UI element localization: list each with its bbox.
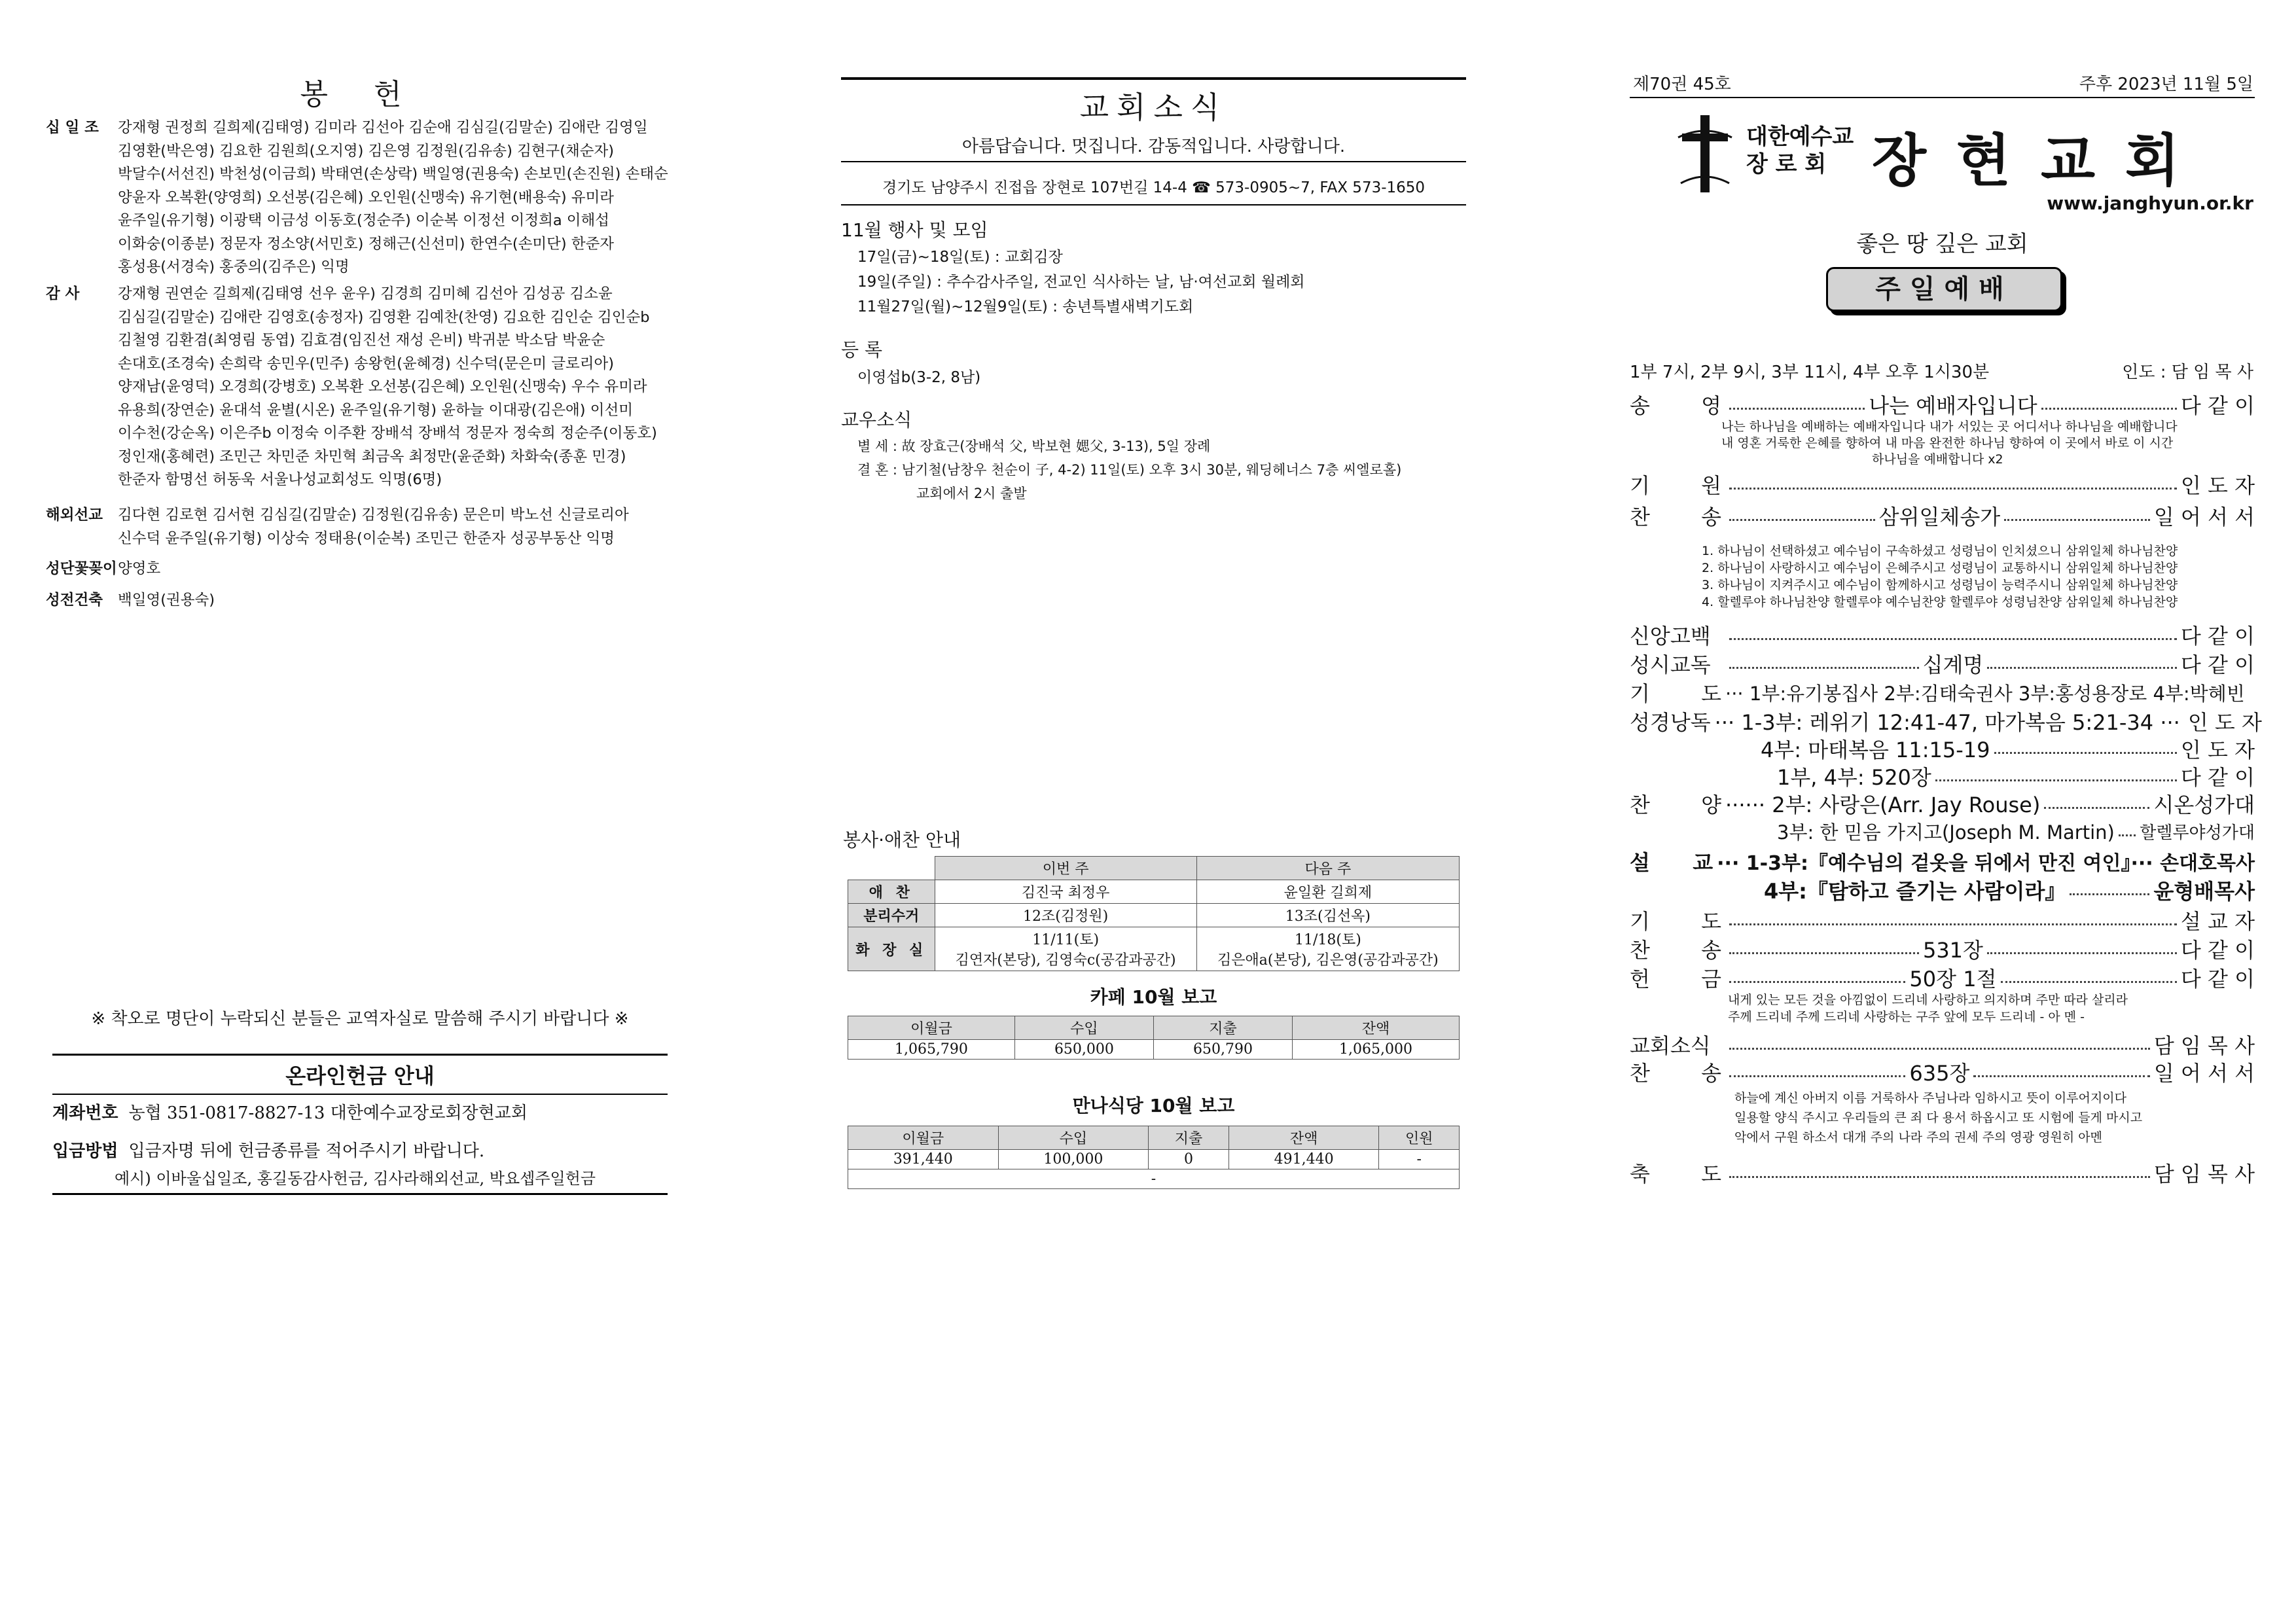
lyrics-line: 주께 드리네 주께 드리네 사랑하는 구주 앞에 모두 드리네 - 아 멘 - — [1728, 1010, 2085, 1024]
names-line: 손대호(조경숙) 손희락 송민우(민주) 송왕헌(윤혜경) 신수덕(문은미 글로리아) — [118, 355, 615, 372]
order-row — [1630, 708, 2262, 735]
lyrics-line: 4. 할렐루야 하나님찬양 할렐루야 예수님찬양 할렐루야 성령님찬양 삼위일체 하나님찬양 — [1702, 595, 2178, 609]
names-line: 한준자 함명선 허동욱 서울나성교회성도 익명(6명) — [118, 471, 442, 488]
names-list — [118, 589, 681, 613]
cell: 100,000 — [998, 1150, 1149, 1169]
names-line: 김다현 김로현 김서현 김심길(김말순) 김정원(김유송) 문은미 박노선 신글로리아 — [118, 507, 629, 524]
cell: 650,790 — [1153, 1040, 1292, 1060]
cell — [1196, 927, 1459, 971]
service-title-badge: 주일예배 — [1826, 267, 2062, 312]
denomination-line: 장 로 회 — [1746, 151, 1827, 177]
names-line: 강재형 권연순 길희제(김태영 선우 윤우) 김경희 김미혜 김선아 김성공 김소윤 — [118, 285, 613, 302]
order-item: ······ 2부: 사랑은(Arr. Jay Rouse) — [1725, 793, 2041, 817]
cross-icon — [1676, 111, 1734, 196]
order-row — [1630, 471, 2255, 497]
order-row — [1777, 818, 2255, 844]
col-header: 인원 — [1379, 1126, 1460, 1150]
cafe-report-title: 카페 10월 보고 — [1090, 986, 1217, 1008]
order-leader: 다 같 이 — [2180, 967, 2255, 991]
event-item: 17일(금)~18일(토) : 교회김장 — [857, 249, 1063, 266]
order-item: ··· 1-3부: 레위기 12:41-47, 마가복음 5:21-34 ··· — [1714, 710, 2180, 735]
names-line: 유용희(장연순) 윤대석 윤별(시온) 윤주일(유기형) 윤하늘 이대광(김은애) 이선미 — [118, 401, 633, 419]
account-line — [52, 1101, 668, 1125]
col-header: 수입 — [998, 1126, 1149, 1150]
names-line: 양영호 — [118, 560, 161, 577]
order-row — [1630, 907, 2255, 933]
order-label: 헌 금 — [1630, 967, 1721, 991]
order-leader: 담 임 목 사 — [2153, 1162, 2255, 1186]
col-header: 수입 — [1014, 1016, 1153, 1040]
cafe-table — [848, 1016, 1460, 1060]
church-motto: 좋은 땅 깊은 교회 — [1856, 231, 2028, 257]
order-row — [1777, 763, 2255, 789]
news-separator — [841, 204, 1466, 205]
cell-date: 11/18(토) — [1294, 932, 1361, 948]
order-item: ··· 1부:유기봉집사 2부:김태숙권사 3부:홍성용장로 4부:박혜빈 — [1725, 682, 2245, 705]
service-leader: 인도 : 담 임 목 사 — [2122, 363, 2253, 382]
dot-leader — [1729, 923, 2177, 925]
online-box-bottom-rule — [52, 1193, 668, 1195]
lyrics-line: 악에서 구원 하소서 대개 주의 나라 주의 권세 주의 영광 영원히 아멘 — [1734, 1130, 2102, 1145]
dot-leader — [1973, 1075, 2149, 1077]
lyrics-line: 하늘에 계신 아버지 이름 거룩하사 주님나라 임하시고 뜻이 이루어지이다 — [1734, 1091, 2126, 1105]
col-header: 지출 — [1153, 1016, 1292, 1040]
lyrics-line: 하나님을 예배합니다 x2 — [1872, 452, 2003, 467]
order-leader: 인 도 자 — [2180, 738, 2255, 762]
order-label: 설 교 — [1630, 850, 1713, 875]
order-leader: 인 도 자 — [2180, 473, 2255, 498]
row-label: 화 장 실 — [848, 927, 935, 971]
names-line: 김철영 김환겸(최영림 동엽) 김효겸(임진선 재성 은비) 박귀분 박소담 박윤순 — [118, 332, 605, 349]
cell: 391,440 — [848, 1150, 999, 1169]
dot-leader — [1729, 488, 2177, 490]
register-heading: 등 록 — [841, 339, 882, 361]
order-item: 삼위일체송가 — [1878, 505, 2001, 529]
order-label: 송 영 — [1630, 393, 1721, 418]
order-row — [1630, 791, 2255, 817]
cell: 윤일환 길희제 — [1196, 880, 1459, 904]
order-row — [1630, 1059, 2255, 1085]
names-line: 박달수(서선진) 박천성(이금희) 박태연(손상락) 백일영(권용숙) 손보민(손진원) 손태순 — [118, 166, 668, 183]
order-row — [1630, 391, 2255, 418]
dot-leader — [2001, 981, 2177, 983]
dot-leader — [2119, 834, 2136, 836]
cell-names: 김연자(본당), 김영숙c(공감과공간) — [955, 952, 1176, 969]
row-label: 애 찬 — [848, 880, 935, 904]
order-item: 3부: 한 믿음 가지고(Joseph M. Martin) — [1777, 821, 2115, 844]
names-line: 백일영(권용숙) — [118, 592, 215, 609]
church-address: 경기도 남양주시 진접읍 장현로 107번길 14-4 ☎ 573-0905~7, FAX 573-1650 — [882, 179, 1426, 196]
restaurant-table — [848, 1126, 1460, 1189]
offering-title: 봉 헌 — [300, 78, 420, 111]
lyrics-line: 2. 하나님이 사랑하시고 예수님이 은혜주시고 성령님이 교통하시니 삼위일체 하나님찬양 — [1702, 561, 2178, 575]
dot-leader — [1729, 1075, 1905, 1077]
order-item: 635장 — [1909, 1061, 1970, 1086]
order-row — [1761, 736, 2255, 762]
names-line: 강재형 권정희 길희제(김태영) 김미라 김선아 김순애 김심길(김말순) 김애란 김영일 — [118, 119, 648, 136]
order-row — [1764, 877, 2255, 903]
dot-leader — [2004, 519, 2150, 521]
section-label: 감 사 — [46, 285, 80, 302]
sermon-title: 4부:『탐하고 즐기는 사람이라』 — [1764, 879, 2066, 904]
cell-date: 11/11(토) — [1032, 932, 1100, 948]
sermon-title: ··· 1-3부:『예수님의 겉옷을 뒤에서 만진 여인』··· 손대호목사 — [1717, 852, 2255, 875]
volume-number: 제70권 45호 — [1633, 75, 1731, 94]
order-label: 기 도 — [1630, 681, 1721, 706]
lyrics-line: 내게 있는 모든 것을 아낌없이 드리네 사랑하고 의지하며 주만 따라 살리라 — [1728, 993, 2128, 1007]
names-list — [118, 558, 681, 581]
order-label: 성시교독 — [1630, 652, 1711, 677]
order-row — [1630, 1160, 2255, 1186]
news-title: 교회소식 — [1079, 90, 1228, 125]
names-line: 홍성용(서경숙) 홍중의(김주은) 익명 — [118, 259, 350, 276]
register-item: 이영섭b(3-2, 8남) — [857, 369, 981, 386]
header-rule — [1630, 97, 2255, 98]
method-value: 입금자명 뒤에 헌금종류를 적어주시기 바랍니다. — [128, 1141, 485, 1161]
dot-leader — [2044, 807, 2149, 809]
lyrics-line: 내 영혼 거룩한 은혜를 향하여 내 마음 완전한 하나님 향하여 이 곳에서 바로 이 시간 — [1721, 436, 2174, 450]
order-leader: 할렐루야성가대 — [2140, 823, 2255, 843]
service-heading: 봉사·애찬 안내 — [843, 829, 961, 851]
order-row — [1630, 965, 2255, 991]
church-url: www.janghyun.or.kr — [2047, 192, 2253, 214]
col-header: 잔액 — [1229, 1126, 1379, 1150]
dot-leader — [1987, 952, 2177, 954]
order-leader: 다 같 이 — [2180, 393, 2255, 418]
restaurant-report-title: 만나식당 10월 보고 — [1072, 1095, 1235, 1116]
member-news-item: 교회에서 2시 출발 — [916, 486, 1027, 501]
cell: 1,065,790 — [848, 1040, 1015, 1060]
dot-leader — [1935, 779, 2177, 781]
order-leader: 일 어 서 서 — [2153, 505, 2255, 529]
order-label: 기 원 — [1630, 473, 1721, 498]
dot-leader — [1729, 1176, 2150, 1178]
service-times: 1부 7시, 2부 9시, 3부 11시, 4부 오후 1시30분 — [1630, 363, 1990, 382]
church-logo — [1676, 111, 2251, 196]
account-value: 농협 351-0817-8827-13 대한예수교장로회장현교회 — [128, 1103, 528, 1123]
cell: 491,440 — [1229, 1150, 1379, 1169]
order-item: 4부: 마태복음 11:15-19 — [1761, 738, 1990, 762]
member-news-item: 결 혼 : 남기철(남창우 천순이 子, 4-2) 11일(토) 오후 3시 30분, 웨딩헤너스 7층 씨엘로홀) — [857, 462, 1402, 478]
order-label: 기 도 — [1630, 909, 1721, 934]
order-row — [1630, 1031, 2255, 1058]
names-list — [118, 116, 681, 279]
order-leader: 설 교 자 — [2180, 909, 2255, 934]
event-item: 11월27일(월)~12월9일(토) : 송년특별새벽기도회 — [857, 298, 1194, 315]
dot-leader — [1987, 667, 2177, 669]
section-label: 십 일 조 — [46, 119, 99, 136]
cell: - — [1379, 1150, 1460, 1169]
col-next-week: 다음 주 — [1196, 857, 1459, 880]
cell: 13조(김선옥) — [1196, 904, 1459, 927]
cell: 1,065,000 — [1293, 1040, 1460, 1060]
order-item: 십계명 — [1922, 652, 1984, 677]
order-row — [1630, 503, 2255, 529]
order-leader: 다 같 이 — [2180, 624, 2255, 649]
row-label: 분리수거 — [848, 904, 935, 927]
order-label: 교회소식 — [1630, 1033, 1711, 1058]
order-item: 나는 예배자입니다 — [1869, 393, 2037, 418]
lyrics-line: 나는 하나님을 예배하는 예배자입니다 내가 서있는 곳 어디서나 하나님을 예배합니다 — [1721, 419, 2178, 434]
cell-names: 김은애a(본당), 김은영(공감과공간) — [1217, 952, 1439, 969]
names-line: 김심길(김말순) 김애란 김영호(송정자) 김영환 김예찬(찬영) 김요한 김인순 김인순b — [118, 308, 650, 326]
order-label: 찬 양 — [1630, 793, 1721, 817]
denomination-line: 대한예수교 — [1746, 124, 1854, 150]
names-line: 정인재(홍혜련) 조민근 차민준 차민혁 최금옥 최정만(윤준화) 차화숙(종훈 민경) — [118, 448, 626, 465]
cell: - — [848, 1169, 1460, 1189]
col-header: 지출 — [1149, 1126, 1229, 1150]
church-name: 장 현 교 회 — [1872, 128, 2185, 194]
dot-leader — [1729, 519, 1875, 521]
order-item: 50장 1절 — [1909, 967, 1997, 991]
member-news-item: 별 세 : 故 장효근(장배석 父, 박보현 媤父, 3-13), 5일 장례 — [857, 438, 1211, 454]
order-item: 531장 — [1922, 938, 1983, 963]
order-leader: 다 같 이 — [2180, 652, 2255, 677]
names-list — [118, 504, 681, 550]
order-row — [1630, 622, 2255, 648]
events-heading: 11월 행사 및 모임 — [841, 219, 988, 241]
lyrics-line: 일용할 양식 주시고 우리들의 큰 죄 다 용서 하옵시고 또 시험에 들게 마시고 — [1734, 1111, 2143, 1125]
order-label: 찬 송 — [1630, 505, 1721, 529]
lyrics-line: 1. 하나님이 선택하셨고 예수님이 구속하셨고 성령님이 인치셨으니 삼위일체 하나님찬양 — [1702, 544, 2178, 558]
method-label: 입금방법 — [52, 1141, 118, 1161]
cell: 12조(김정원) — [935, 904, 1196, 927]
method-example: 예시) 이바울십일조, 홍길동감사헌금, 김사라해외선교, 박요셉주일헌금 — [115, 1169, 596, 1188]
names-line: 양윤자 오복환(양영희) 오선봉(김은혜) 오인원(신맹숙) 유기현(배용숙) 유미라 — [118, 188, 615, 206]
names-line: 양재남(윤영덕) 오경희(강병호) 오복환 오선봉(김은혜) 오인원(신맹숙) 우수 유미라 — [118, 378, 647, 395]
order-leader: 담 임 목 사 — [2153, 1033, 2255, 1058]
omission-note: ※ 착오로 명단이 누락되신 분들은 교역자실로 말씀해 주시기 바랍니다 ※ — [91, 1009, 629, 1029]
order-label: 축 도 — [1630, 1162, 1721, 1186]
cell: 김진국 최정우 — [935, 880, 1196, 904]
event-item: 19일(주일) : 추수감사주일, 전교인 식사하는 날, 남·여선교회 월례회 — [857, 274, 1305, 291]
col-this-week: 이번 주 — [935, 857, 1196, 880]
order-label: 신앙고백 — [1630, 624, 1711, 649]
cell — [935, 927, 1196, 971]
bulletin-date: 주후 2023년 11월 5일 — [2079, 75, 2253, 94]
names-list — [118, 283, 681, 492]
dot-leader — [1729, 1048, 2150, 1050]
dot-leader — [2070, 893, 2149, 895]
col-header: 잔액 — [1293, 1016, 1460, 1040]
order-label: 성경낭독 — [1630, 710, 1711, 735]
dot-leader — [1729, 638, 2177, 640]
col-header: 이월금 — [848, 1016, 1015, 1040]
names-line: 김영환(박은영) 김요한 김원희(오지영) 김은영 김정원(김유송) 김현구(채순자) — [118, 142, 615, 160]
order-row — [1630, 848, 2255, 874]
method-line — [52, 1139, 668, 1163]
section-label: 성단꽃꽂이 — [46, 560, 117, 577]
online-offering-title: 온라인헌금 안내 — [52, 1054, 668, 1095]
denomination-name — [1746, 123, 1854, 178]
names-line: 윤주일(유기형) 이광택 이금성 이동호(정순주) 이순복 이정선 이정희a 이해섭 — [118, 212, 610, 229]
order-row — [1630, 651, 2255, 677]
news-slogan: 아름답습니다. 멋집니다. 감동적입니다. 사랑합니다. — [961, 137, 1346, 156]
cell: 0 — [1149, 1150, 1229, 1169]
news-separator — [841, 161, 1466, 162]
names-line: 이수천(강순옥) 이은주b 이정숙 이주환 장배석 장배석 정문자 정숙희 정순주(이동호) — [118, 425, 657, 442]
order-leader: 윤형배목사 — [2153, 879, 2255, 904]
order-item: 1부, 4부: 520장 — [1777, 765, 1931, 790]
online-offering-box — [52, 1054, 668, 1195]
dot-leader — [2041, 408, 2177, 410]
service-table — [848, 856, 1460, 971]
section-label: 해외선교 — [46, 507, 103, 524]
order-leader: 다 같 이 — [2180, 938, 2255, 963]
lyrics-line: 3. 하나님이 지켜주시고 예수님이 함께하시고 성령님이 능력주시니 삼위일체 하나님찬양 — [1702, 578, 2178, 592]
order-leader: 인 도 자 — [2187, 710, 2262, 735]
order-label: 찬 송 — [1630, 938, 1721, 963]
dot-leader — [1729, 952, 1919, 954]
section-label: 성전건축 — [46, 592, 103, 609]
news-top-rule — [841, 77, 1466, 80]
account-label: 계좌번호 — [52, 1103, 118, 1123]
dot-leader — [1994, 752, 2177, 754]
cell: 650,000 — [1014, 1040, 1153, 1060]
names-line: 신수덕 윤주일(유기형) 이상숙 정태용(이순복) 조민근 한준자 성공부동산 익명 — [118, 529, 615, 547]
names-line: 이화숭(이종분) 정문자 정소양(서민호) 정해근(신선미) 한연수(손미단) 한준자 — [118, 235, 615, 253]
order-leader: 시온성가대 — [2153, 793, 2255, 817]
order-label: 찬 송 — [1630, 1061, 1721, 1086]
dot-leader — [1729, 408, 1865, 410]
order-leader: 다 같 이 — [2180, 765, 2255, 790]
order-row — [1630, 679, 2255, 705]
order-row — [1630, 936, 2255, 962]
dot-leader — [1729, 667, 1919, 669]
order-leader: 일 어 서 서 — [2153, 1061, 2255, 1086]
dot-leader — [1729, 981, 1905, 983]
col-header: 이월금 — [848, 1126, 999, 1150]
members-heading: 교우소식 — [841, 409, 912, 431]
